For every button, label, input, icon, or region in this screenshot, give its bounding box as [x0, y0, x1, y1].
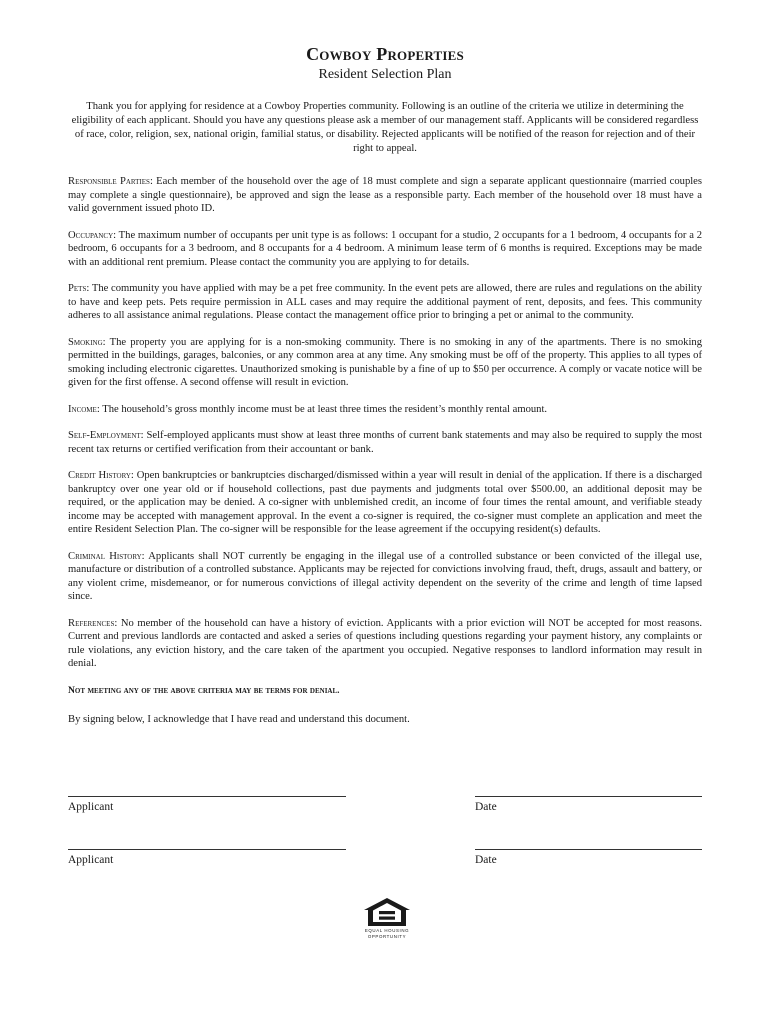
- equal-housing-opportunity-icon: [362, 897, 412, 927]
- section-occupancy: Occupancy: The maximum number of occupants per unit type is as follows: 1 occupant for a studio, 2 occupants for a 1 bedroom, 4 occupants for a 2 bedroom, 6 occupants for a 3 bedroom, and 8 occupants for a 4 bedroom. A minimum lease term of 6 months is required. Exceptions may be made with an additional rent premium. Please contact the community you are applying to for details.: [68, 229, 702, 268]
- section-heading: Criminal History: [68, 550, 142, 562]
- equal-housing-logo: [357, 897, 417, 939]
- date-label-2: Date: [475, 854, 497, 866]
- section-text: The community you have applied with may be a pet free community. In the event pets are allowed, there are rules and regulations on the ability to have and keep pets. Pets require permission in ALL cases and may require the additional payment of rent, deposits, and fees. This community adheres to all assistance animal regulations. Please contact the management office prior to bringing a pet or animal to the community.: [68, 283, 702, 321]
- section-text: Open bankruptcies or bankruptcies discharged/dismissed within a year will result in denial of the application. If there is a discharged bankruptcy over one year old or if household collections, past due payments and judgments total over $500.00, an additional deposit may be required, or the application may be denied. A co-signer with unblemished credit, an income of four times the rental amount, and verifiable steady income may be accepted with management approval. In the event a co-signer is required, the co-signer must complete an application and meet the entire Resident Selection Plan. The co-signer will be responsible for the lease agreement if the occupying resident(s) defaults.: [68, 470, 702, 535]
- section-heading: Credit History: [68, 470, 131, 481]
- date-label-1: Date: [475, 801, 497, 813]
- section-text: The maximum number of occupants per unit type is as follows: 1 occupant for a studio, 2 occupants for a 1 bedroom, 4 occupants for a 2 bedroom, 6 occupants for a 3 bedroom, and 8 occupants for a 4 bedroom. A minimum lease term of 6 months is required. Exceptions may be made with an additional rent premium. Please contact the community you are applying to for details.: [68, 229, 702, 268]
- section-heading: Responsible Parties: [68, 176, 150, 187]
- section-smoking: Smoking: The property you are applying for is a non-smoking community. There is no smoking in any of the apartments. There is no smoking permitted in the buildings, garages, balconies, or any common area at any time. Any smoking must be off of the property. This applies to all types of smoking including electronic cigarettes. Unauthorized smoking is punishable by a fine of up to $50 per occurrence. A comply or vacate notice will be given for the first offense. A second offense will result in eviction.: [68, 336, 702, 388]
- applicant-signature-line-2[interactable]: [68, 849, 346, 850]
- section-text: Each member of the household over the age of 18 must complete and sign a separate applicant questionnaire (married couples may complete a single questionnaire), be approved and sign the lease as a responsible party. Each member of the household over 18 must have a valid government issued photo ID.: [68, 176, 703, 214]
- section-credit-history: Credit History: Open bankruptcies or bankruptcies discharged/dismissed within a year will result in denial of the application. If there is a discharged bankruptcy over one year old or if household collections, past due payments and judgments total over $500.00, an additional deposit may be required, or the application may be denied. A co-signer with unblemished credit, an income of four times the rental amount, and verifiable steady income may be accepted with management approval. In the event a co-signer is required, the co-signer must complete an application and meet the entire Resident Selection Plan. The co-signer will be responsible for the lease agreement if the occupying resident(s) defaults.: [68, 470, 702, 535]
- applicant-label-2: Applicant: [68, 854, 114, 866]
- section-text: Applicants shall NOT currently be engaging in the illegal use of a controlled substance or been convicted of the illegal use, manufacture or distribution of a controlled substance. Applicants may be rejected for convictions involving fraud, theft, drugs, assault and battery, or any violent crime, misdemeanor, or for numerous convictions of illegal activity dependent on the severity of the crime and length of time lapsed since.: [68, 550, 703, 602]
- criteria-body: [68, 175, 702, 727]
- logo-text-line-2: OPPORTUNITY: [367, 934, 407, 939]
- denial-notice: Not meeting any of the above criteria may be terms for denial.: [68, 684, 340, 696]
- section-text: The household’s gross monthly income must be at least three times the resident’s monthly rental amount.: [102, 403, 548, 415]
- applicant-signature-line-1[interactable]: [68, 796, 346, 797]
- section-income: Income: The household’s gross monthly income must be at least three times the resident’s monthly rental amount.: [68, 403, 548, 415]
- document-subtitle: Resident Selection Plan: [318, 67, 452, 82]
- section-heading: Occupancy: [68, 229, 114, 241]
- section-self-employment: Self-Employment: Self-employed applicants must show at least three months of current bank statements and may also be required to supply the most recent tax returns or certified verification from their accountant or bank.: [68, 430, 703, 455]
- applicant-label-1: Applicant: [68, 801, 114, 813]
- intro-paragraph: Thank you for applying for residence at a Cowboy Properties community. Following is an outline of the criteria we utilize in determining the eligibility of each applicant. Should you have any questions please ask a member of our management staff. Applicants will be considered regardless of race, color, religion, sex, national origin, familial status, or disability. Rejected applicants will be notified of the reason for rejection and of their right to appeal.: [71, 101, 699, 154]
- section-text: The property you are applying for is a non-smoking community. There is no smoking in any of the apartments. There is no smoking permitted in the buildings, garages, balconies, or any common area at any time. Any smoking must be off of the property. This applies to all types of smoking including electronic cigarettes. Unauthorized smoking is punishable by a fine of up to $50 per occurrence. A comply or vacate notice will be given for the first offense. A second offense will result in eviction.: [68, 336, 702, 388]
- section-text: No member of the household can have a history of eviction. Applicants with a prior eviction will NOT be accepted for most reasons. Current and previous landlords are contacted and asked a series of questions including questions regarding your payment history, any complaints or rule violations, any eviction history, and the care taken of the apartment you occupied. Negative responses to landlord information may result in denial.: [68, 617, 702, 669]
- section-heading: Income: [68, 403, 97, 415]
- acknowledgement-text: By signing below, I acknowledge that I have read and understand this document.: [68, 714, 410, 725]
- section-references: References: No member of the household can have a history of eviction. Applicants with a prior eviction will NOT be accepted for most reasons. Current and previous landlords are contacted and asked a series of questions including questions regarding your payment history, any complaints or rule violations, any eviction history, and the care taken of the apartment you occupied. Negative responses to landlord information may result in denial.: [68, 617, 702, 669]
- section-heading: Self-Employment: [68, 430, 141, 441]
- section-text: Self-employed applicants must show at least three months of current bank statements and may also be required to supply the most recent tax returns or certified verification from their accountant or bank.: [68, 430, 703, 455]
- logo-text-line-1: EQUAL HOUSING: [364, 928, 410, 933]
- section-criminal-history: Criminal History: Applicants shall NOT currently be engaging in the illegal use of a controlled substance or been convicted of the illegal use, manufacture or distribution of a controlled substance. Applicants may be rejected for convictions involving fraud, theft, drugs, assault and battery, or any violent crime, misdemeanor, or for numerous convictions of illegal activity dependent on the severity of the crime and length of time lapsed since.: [68, 550, 703, 602]
- date-line-2[interactable]: [475, 849, 702, 850]
- section-heading: Pets: [68, 283, 87, 294]
- section-heading: References: [68, 617, 115, 629]
- section-responsible-parties: Responsible Parties: Each member of the household over the age of 18 must complete and sign a separate applicant questionnaire (married couples may complete a single questionnaire), be approved and sign the lease as a responsible party. Each member of the household over 18 must have a valid government issued photo ID.: [68, 176, 703, 214]
- company-title: Cowboy Properties: [306, 44, 464, 64]
- section-pets: Pets: The community you have applied with may be a pet free community. In the event pets are allowed, there are rules and regulations on the ability to have and keep pets. Pets require permission in ALL cases and may require the additional payment of rent, deposits, and fees. This community adheres to all assistance animal regulations. Please contact the management office prior to bringing a pet or animal to the community.: [68, 283, 702, 321]
- section-heading: Smoking: [68, 336, 103, 348]
- date-line-1[interactable]: [475, 796, 702, 797]
